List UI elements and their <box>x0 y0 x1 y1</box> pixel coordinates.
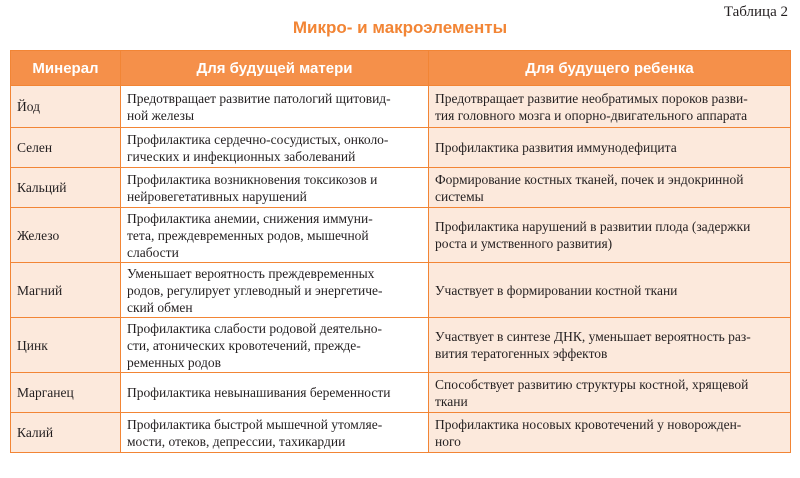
table-row <box>11 413 791 453</box>
mother-cell: Профилактика анемии, снижения иммуни- тета, преждевременных родов, мышечной слабости <box>121 208 429 263</box>
mineral-cell: Железо <box>11 208 121 263</box>
mineral-cell: Калий <box>11 413 121 453</box>
header-mineral: Минерал <box>11 51 121 86</box>
mother-cell: Профилактика слабости родовой деятельно- сти, атонических кровотечений, прежде- ременных родов <box>121 318 429 373</box>
child-cell: Профилактика развития иммунодефицита <box>429 128 791 168</box>
child-cell: Предотвращает развитие необратимых пороков разви- тия головного мозга и опорно-двигательного аппарата <box>429 86 791 128</box>
mineral-cell: Цинк <box>11 318 121 373</box>
header-child: Для будущего ребенка <box>429 51 791 86</box>
child-cell: Формирование костных тканей, почек и эндокринной системы <box>429 168 791 208</box>
table-row <box>11 318 791 373</box>
mother-cell: Профилактика возникновения токсикозов и нейровегетативных нарушений <box>121 168 429 208</box>
mineral-cell: Кальций <box>11 168 121 208</box>
mother-cell: Профилактика сердечно-сосудистых, онколо- гических и инфекционных заболеваний <box>121 128 429 168</box>
mineral-cell: Йод <box>11 86 121 128</box>
mother-cell: Профилактика невынашивания беременности <box>121 373 429 413</box>
header-row <box>11 51 791 86</box>
table-row <box>11 86 791 128</box>
child-cell: Профилактика носовых кровотечений у новорожден- ного <box>429 413 791 453</box>
child-cell: Способствует развитию структуры костной, хрящевой ткани <box>429 373 791 413</box>
child-cell: Профилактика нарушений в развитии плода (задержки роста и умственного развития) <box>429 208 791 263</box>
table-row <box>11 373 791 413</box>
mother-cell: Уменьшает вероятность преждевременных родов, регулирует углеводный и энергетиче- ский обмен <box>121 263 429 318</box>
mother-cell: Профилактика быстрой мышечной утомляе- мости, отеков, депрессии, тахикардии <box>121 413 429 453</box>
table-title: Микро- и макроэлементы <box>292 18 508 37</box>
header-mother: Для будущей матери <box>121 51 429 86</box>
mineral-cell: Магний <box>11 263 121 318</box>
table-row <box>11 208 791 263</box>
table-row <box>11 168 791 208</box>
table-row <box>11 128 791 168</box>
minerals-table <box>10 50 791 453</box>
child-cell: Участвует в синтезе ДНК, уменьшает вероятность раз- вития тератогенных эффектов <box>429 318 791 373</box>
child-cell: Участвует в формировании костной ткани <box>429 263 791 318</box>
table-number: Таблица 2 <box>723 4 788 20</box>
mineral-cell: Марганец <box>11 373 121 413</box>
table-row <box>11 263 791 318</box>
mineral-cell: Селен <box>11 128 121 168</box>
mother-cell: Предотвращает развитие патологий щитовид- ной железы <box>121 86 429 128</box>
